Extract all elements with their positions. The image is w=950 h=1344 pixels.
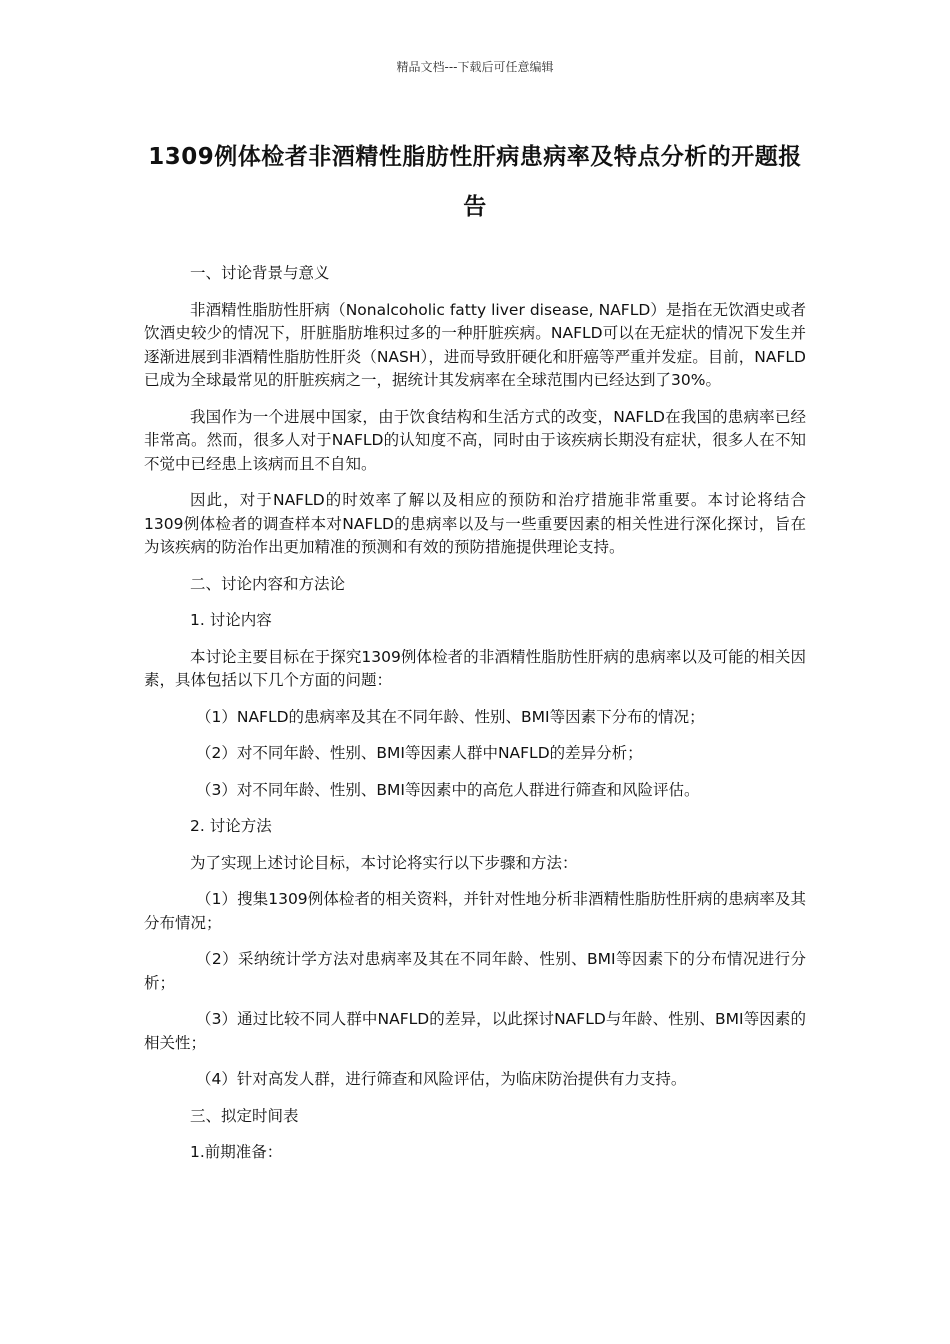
list-item: （1）NAFLD的患病率及其在不同年龄、性别、BMI等因素下分布的情况；	[196, 707, 705, 726]
list-item: （1）搜集1309例体检者的相关资料，并针对性地分析非酒精性脂肪性肝病的患病率及其分布情况；	[144, 890, 806, 932]
list-item: （2）采纳统计学方法对患病率及其在不同年龄、性别、BMI等因素下的分布情况进行分析；	[144, 950, 806, 992]
body-paragraph: 我国作为一个进展中国家，由于饮食结构和生活方式的改变，NAFLD在我国的患病率已经非常高。然而，很多人对于NAFLD的认知度不高，同时由于该疾病长期没有症状，很多人在不知不觉中已经患上该病而且不自知。	[144, 407, 806, 473]
document-title: 1309例体检者非酒精性脂肪性肝病患病率及特点分析的开题报告	[148, 144, 802, 220]
list-item: （4）针对高发人群，进行筛查和风险评估，为临床防治提供有力支持。	[196, 1070, 687, 1088]
body-paragraph: 因此，对于NAFLD的时效率了解以及相应的预防和治疗措施非常重要。本讨论将结合1309例体检者的调查样本对NAFLD的患病率以及与一些重要因素的相关性进行深化探讨，旨在为该疾病的防治作出更加精准的预测和有效的预防措施提供理论支持。	[144, 491, 806, 556]
subsection-heading: 1.前期准备：	[190, 1143, 283, 1161]
body-paragraph: 为了实现上述讨论目标，本讨论将实行以下步骤和方法：	[190, 853, 578, 872]
page-header: 精品文档---下载后可任意编辑	[396, 60, 554, 74]
section-heading: 二、讨论内容和方法论	[190, 574, 346, 593]
section-heading: 一、讨论背景与意义	[190, 264, 330, 282]
subsection-heading: 1. 讨论内容	[190, 611, 272, 629]
list-item: （3）对不同年龄、性别、BMI等因素中的高危人群进行筛查和风险评估。	[196, 780, 700, 799]
list-item: （2）对不同年龄、性别、BMI等因素人群中NAFLD的差异分析；	[196, 744, 643, 762]
document-body	[144, 262, 806, 1178]
list-item: （3）通过比较不同人群中NAFLD的差异，以此探讨NAFLD与年龄、性别、BMI等因素的相关性；	[144, 1010, 806, 1052]
body-paragraph: 本讨论主要目标在于探究1309例体检者的非酒精性脂肪性肝病的患病率以及可能的相关因素，具体包括以下几个方面的问题：	[144, 647, 806, 689]
body-paragraph: 非酒精性脂肪性肝病（Nonalcoholic fatty liver disease, NAFLD）是指在无饮酒史或者饮酒史较少的情况下，肝脏脂肪堆积过多的一种肝脏疾病。NAFLD可以在无症状的情况下发生并逐渐进展到非酒精性脂肪性肝炎（NASH），进而导致肝硬化和肝癌等严重并发症。目前，NAFLD已成为全球最常见的肝脏疾病之一，据统计其发病率在全球范围内已经达到了30%。	[144, 300, 806, 389]
subsection-heading: 2. 讨论方法	[190, 817, 272, 835]
section-heading: 三、拟定时间表	[190, 1106, 299, 1125]
